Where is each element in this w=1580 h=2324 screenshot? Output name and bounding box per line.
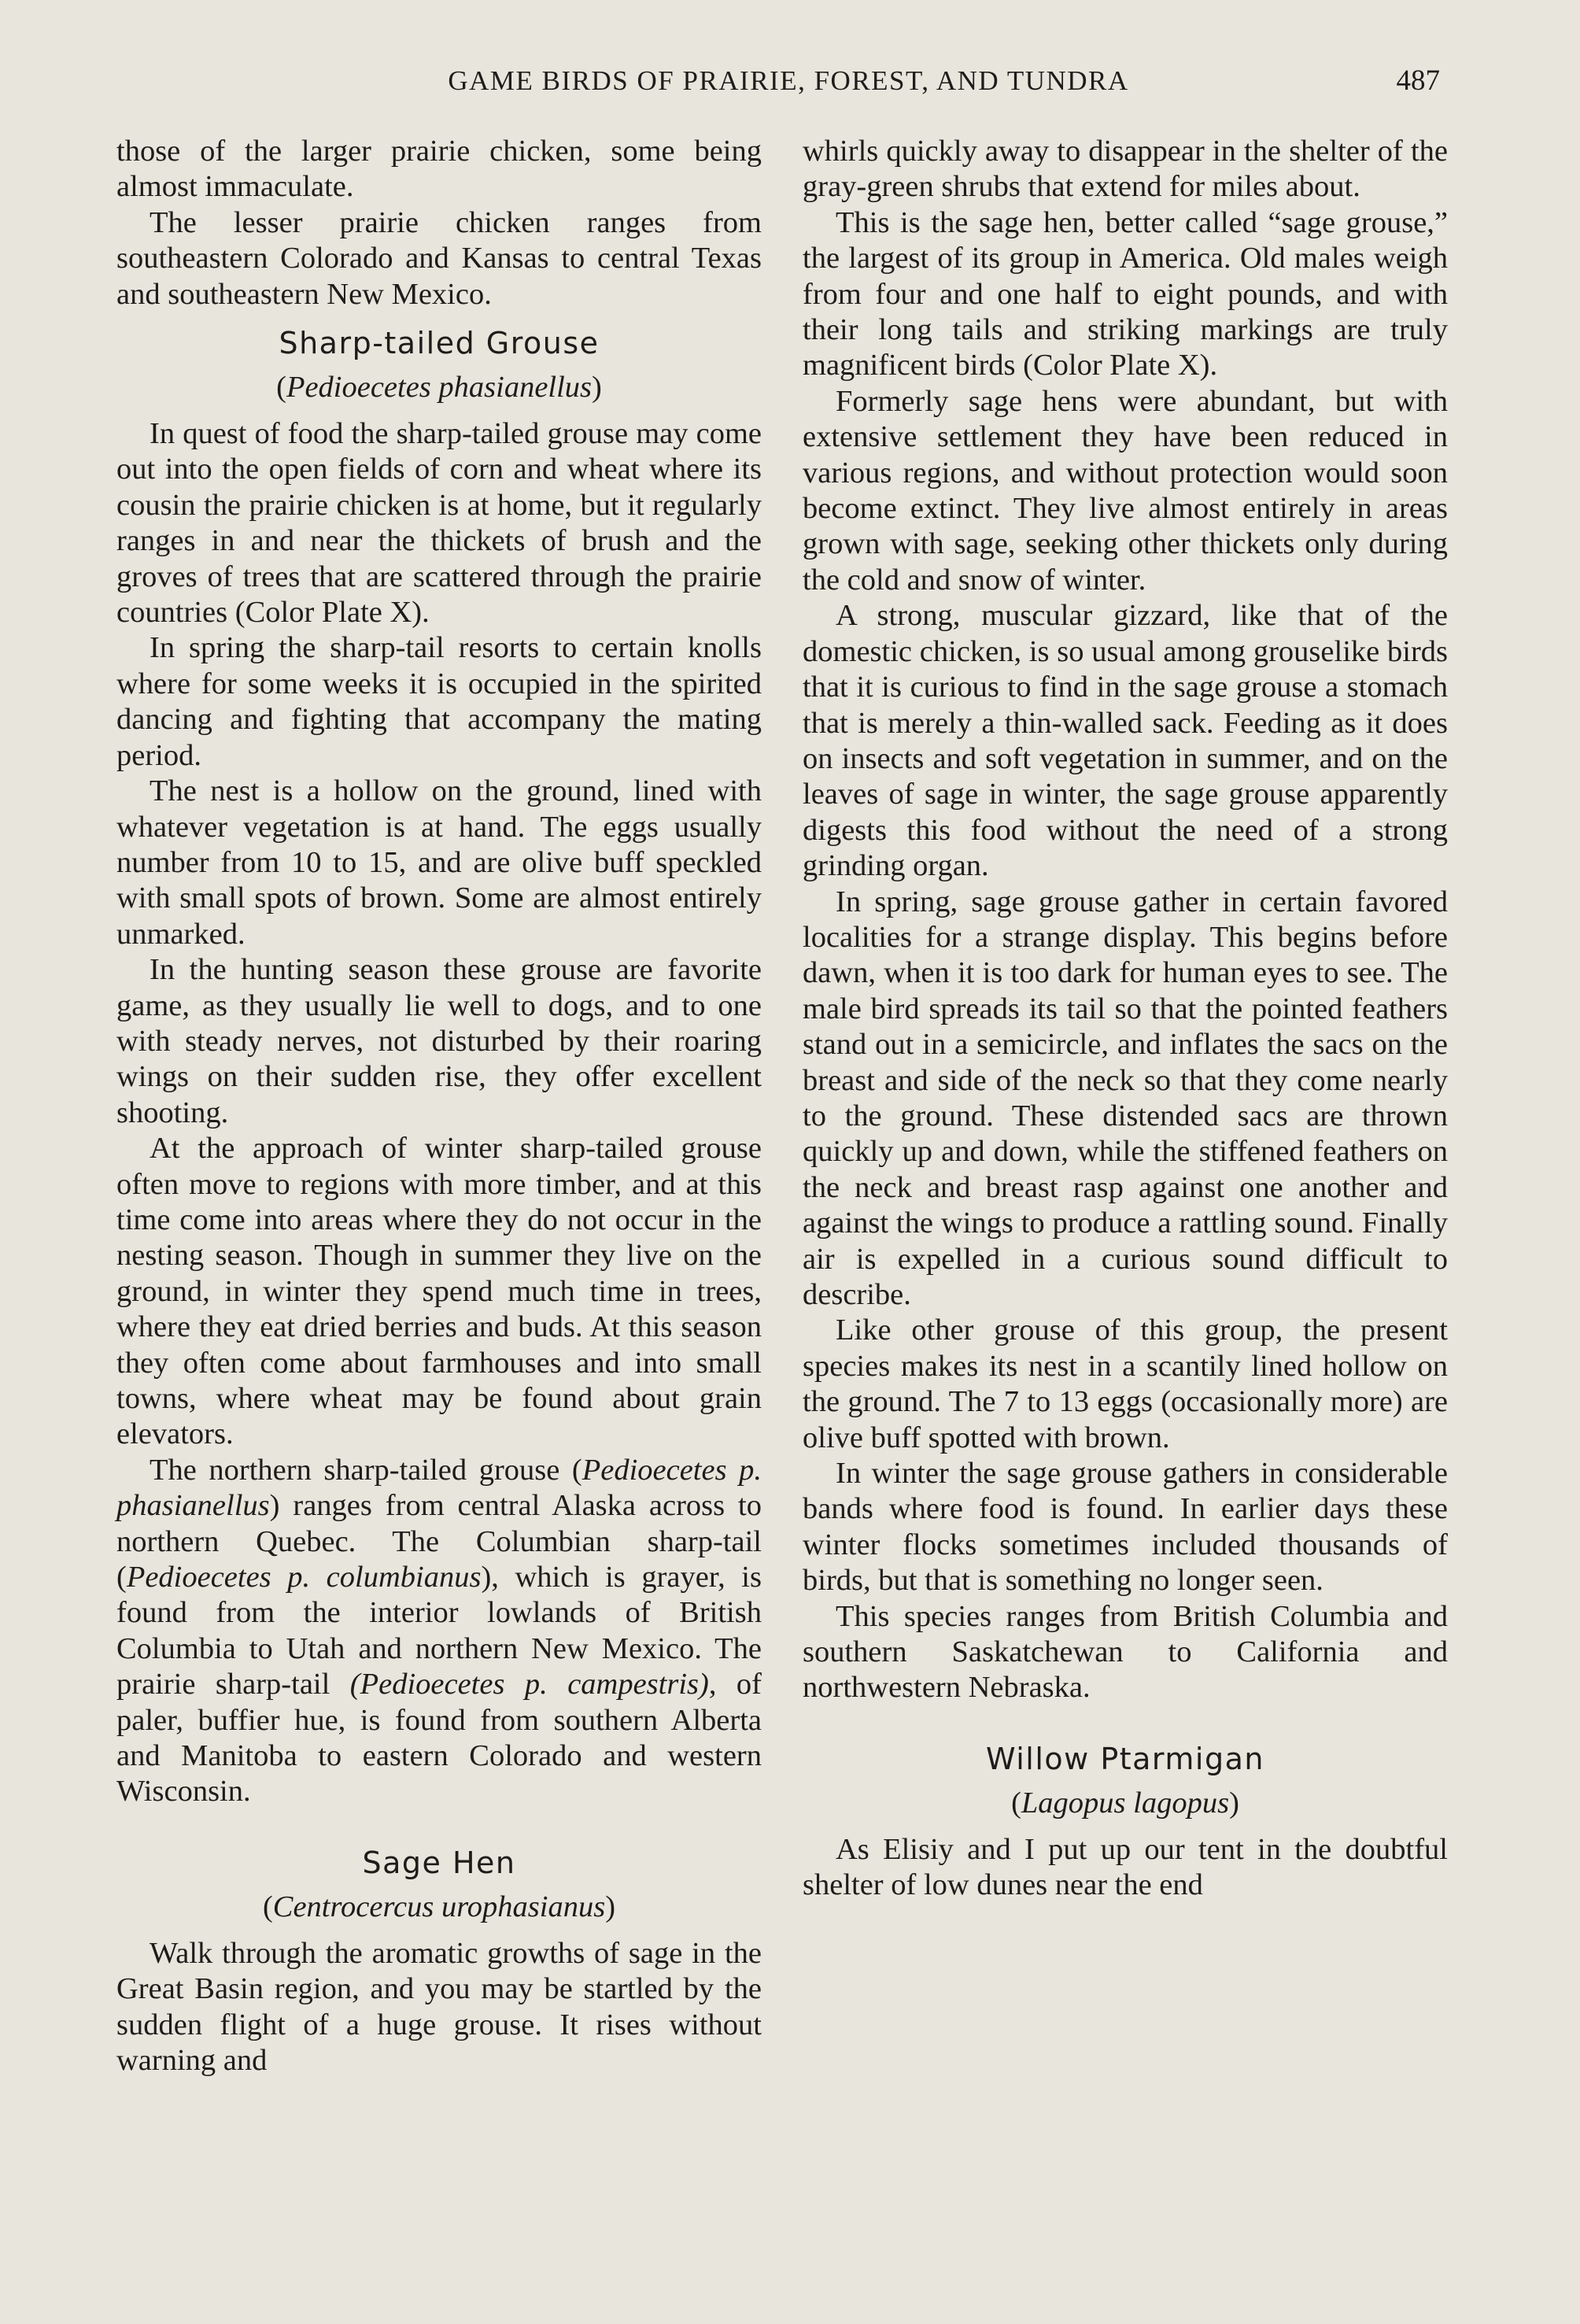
paragraph: In quest of food the sharp-tailed grouse may come out into the open fields of corn and wheat where its cousin the prairie chicken is at home, but it regularly ranges in and near the thickets of brush and the groves of trees that are scattered through the prairie countries (Color Plate X).: [116, 417, 762, 630]
paragraph: In winter the sage grouse gathers in considerable bands where food is found. In earlier days these winter flocks sometimes included thousands of birds, but that is something no longer seen.: [803, 1457, 1448, 1598]
scientific-name-inline: (Pedioecetes p. campestris): [349, 1668, 709, 1701]
scientific-name-text: Pedioecetes phasianellus: [286, 371, 592, 405]
left-column: [116, 134, 762, 2079]
section-heading-sage-hen: Sage Hen: [362, 1845, 516, 1880]
paragraph: In spring the sharp-tail resorts to certain knolls where for some weeks it is occupied in the spirited dancing and fighting that accompany the mating period.: [116, 631, 762, 772]
paragraph: This is the sage hen, better called “sage grouse,” the largest of its group in America. Old males weigh from four and one half to eight pounds, and with their long tails and striking markings are truly magnificent birds (Color Plate X).: [803, 205, 1448, 382]
paragraph-ranges: [116, 1453, 762, 1810]
paragraph: The lesser prairie chicken ranges from southeastern Colorado and Kansas to central Texas and southeastern New Mexico.: [116, 205, 762, 311]
right-column: [803, 134, 1448, 1904]
paragraph: This species ranges from British Columbia and southern Saskatchewan to California and northwestern Nebraska.: [803, 1599, 1448, 1705]
section-heading-willow-ptarmigan: Willow Ptarmigan: [986, 1741, 1264, 1776]
paragraph: At the approach of winter sharp-tailed grouse often move to regions with more timber, and at this time come into areas where they do not occur in the nesting season. Though in summer they live on the ground, in winter they spend much time in trees, where they eat dried berries and buds. At this season they often come about farmhouses and into small towns, where wheat may be found about grain elevators.: [116, 1132, 762, 1451]
paragraph: those of the larger prairie chicken, some being almost immaculate.: [116, 135, 762, 204]
scientific-name-inline: Pedioecetes p. phasianellus: [116, 1453, 762, 1523]
scientific-name-inline: Pedioecetes p. columbianus: [126, 1561, 482, 1594]
paragraph: whirls quickly away to disappear in the shelter of the gray-green shrubs that extend for miles about.: [803, 135, 1448, 204]
scientific-name-text: Lagopus lagopus: [1021, 1786, 1230, 1820]
scientific-name-text: Centrocercus urophasianus: [272, 1890, 606, 1923]
scientific-name: (Lagopus lagopus): [1011, 1786, 1239, 1820]
scientific-name: (Pedioecetes phasianellus): [276, 371, 602, 405]
paragraph: As Elisiy and I put up our tent in the doubtful shelter of low dunes near the end: [803, 1832, 1448, 1902]
paragraph: Walk through the aromatic growths of sage in the Great Basin region, and you may be startled by the sudden flight of a huge grouse. It rises without warning and: [116, 1936, 762, 2078]
running-head: GAME BIRDS OF PRAIRIE, FOREST, AND TUNDRA: [448, 65, 1129, 96]
paragraph: Formerly sage hens were abundant, but with extensive settlement they have been reduced in various regions, and without protection would soon become extinct. They live almost entirely in areas grown with sage, seeking other thickets only during the cold and snow of winter.: [803, 384, 1448, 597]
paragraph: In spring, sage grouse gather in certain favored localities for a strange display. This begins before dawn, when it is too dark for human eyes to see. The male bird spreads its tail so that the pointed feathers stand out in a semicircle, and inflates the sacs on the breast and side of the neck so that they come nearly to the ground. These distended sacs are thrown quickly up and down, while the stiffened feathers on the neck and breast rasp against one another and against the wings to produce a rattling sound. Finally air is expelled in a curious sound difficult to describe.: [803, 885, 1448, 1311]
section-heading-sharp-tailed-grouse: Sharp-tailed Grouse: [279, 326, 600, 361]
page-number: 487: [1396, 65, 1440, 97]
text-run: , of paler, buffier hue, is found from southern Alberta and Manitoba to eastern Colorado and western Wisconsin.: [116, 1668, 762, 1809]
paragraph: Like other grouse of this group, the present species makes its nest in a scantily lined hollow on the ground. The 7 to 13 eggs (occasionally more) are olive buff spotted with brown.: [803, 1313, 1448, 1454]
paragraph: A strong, muscular gizzard, like that of the domestic chicken, is so usual among grouselike birds that it is curious to find in the sage grouse a stomach that is merely a thin-walled sack. Feeding as it does on insects and soft vegetation in summer, and on the leaves of sage in winter, the sage grouse apparently digests this food without the need of a strong grinding organ.: [803, 599, 1448, 883]
paragraph: In the hunting season these grouse are favorite game, as they usually lie well to dogs, and to one with steady nerves, not disturbed by their roaring wings on their sudden rise, they offer excellent shooting.: [116, 953, 762, 1129]
text-run: The northern sharp-tailed grouse (: [150, 1453, 582, 1487]
text-run: ) ranges from central Alaska across to northern Quebec. The Columbian sharp-tail (: [116, 1489, 762, 1594]
paragraph: The nest is a hollow on the ground, lined with whatever vegetation is at hand. The eggs usually number from 10 to 15, and are olive buff speckled with small spots of brown. Some are almost entirely unmarked.: [116, 774, 762, 951]
text-run: ), which is grayer, is found from the interior lowlands of British Columbia to Utah and northern New Mexico. The prairie sharp-tail: [116, 1561, 762, 1701]
scientific-name: (Centrocercus urophasianus): [262, 1890, 616, 1923]
